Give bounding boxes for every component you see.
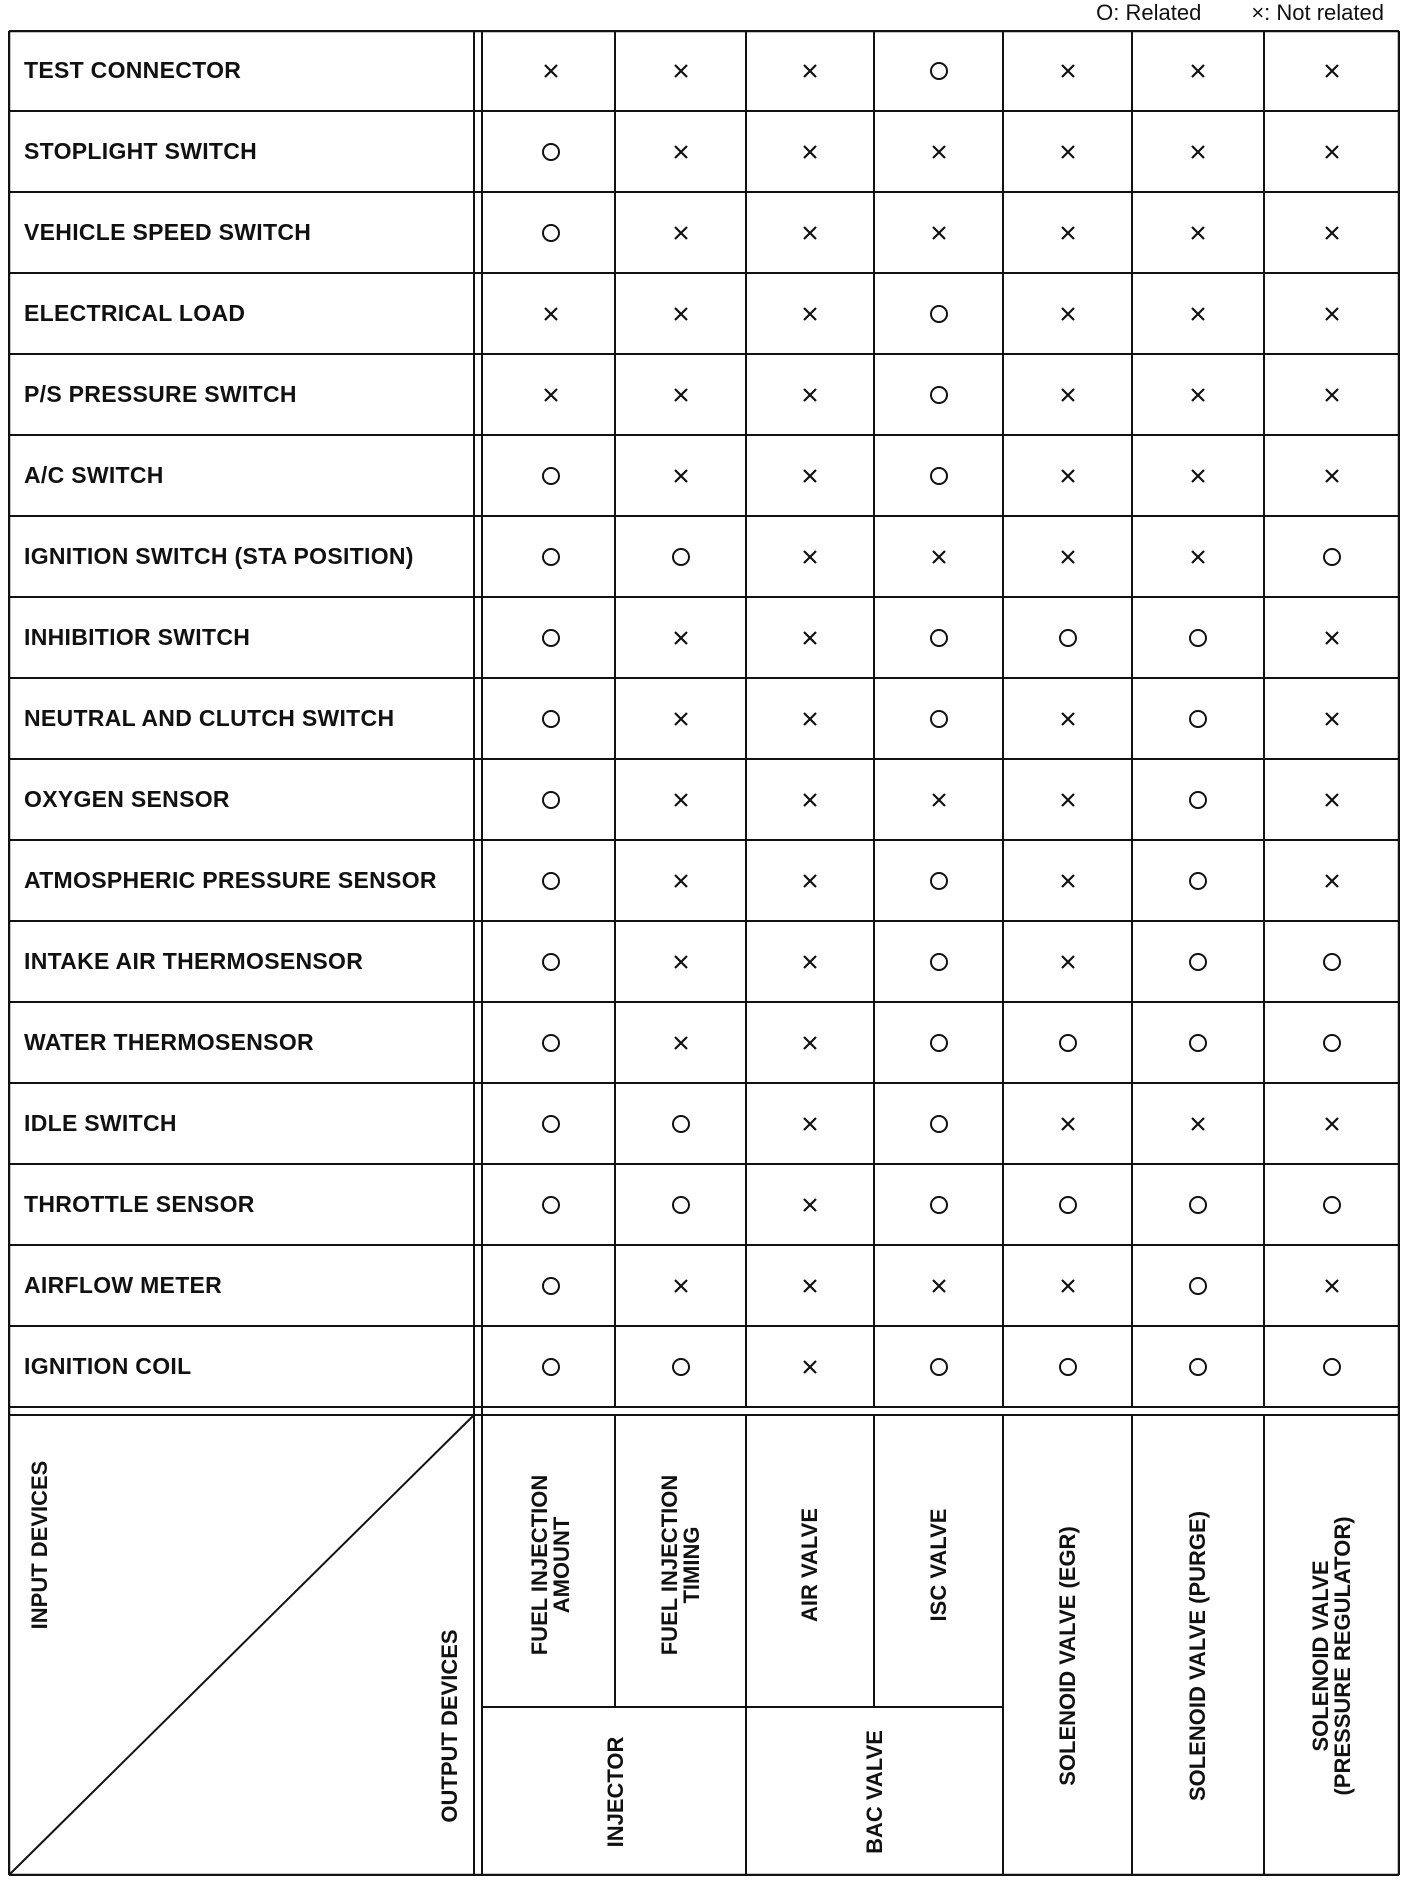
not-related-mark-icon: [1003, 840, 1132, 921]
not-related-mark-icon: [746, 678, 874, 759]
not-related-mark-icon: [486, 273, 615, 354]
not-related-mark-icon: [615, 192, 746, 273]
related-mark-icon: [874, 30, 1003, 111]
not-related-mark-icon: [746, 1245, 874, 1326]
related-mark-icon: [486, 1245, 615, 1326]
not-related-mark-icon: [1003, 30, 1132, 111]
not-related-mark-icon: [1264, 597, 1400, 678]
related-mark-icon: [1132, 1164, 1264, 1245]
related-mark-icon: [486, 1326, 615, 1407]
not-related-mark-icon: [1132, 354, 1264, 435]
related-mark-icon: [874, 840, 1003, 921]
not-related-mark-icon: [1264, 435, 1400, 516]
not-related-mark-icon: [486, 354, 615, 435]
input-device-label: ELECTRICAL LOAD: [24, 300, 246, 326]
input-device-label: STOPLIGHT SWITCH: [24, 138, 258, 164]
input-device-label: NEUTRAL AND CLUTCH SWITCH: [24, 705, 395, 731]
not-related-mark-icon: [746, 273, 874, 354]
not-related-mark-icon: [874, 111, 1003, 192]
input-device-label: THROTTLE SENSOR: [24, 1191, 255, 1217]
not-related-mark-icon: [746, 759, 874, 840]
not-related-mark-icon: [1003, 516, 1132, 597]
related-mark-icon: [874, 597, 1003, 678]
input-device-label: P/S PRESSURE SWITCH: [24, 381, 297, 407]
input-device-label: OXYGEN SENSOR: [24, 786, 230, 812]
not-related-mark-icon: [1132, 111, 1264, 192]
not-related-mark-icon: [1132, 516, 1264, 597]
output-device-column-header: [1310, 1516, 1354, 1795]
output-device-column-header-line: FUEL INJECTION: [656, 1474, 682, 1656]
related-mark-icon: [486, 597, 615, 678]
input-device-label: ATMOSPHERIC PRESSURE SENSOR: [24, 867, 437, 893]
not-related-mark-icon: [615, 1245, 746, 1326]
related-mark-icon: [1003, 1164, 1132, 1245]
not-related-mark-icon: [615, 435, 746, 516]
output-device-column-header: SOLENOID VALVE (PURGE): [1185, 1510, 1210, 1801]
not-related-mark-icon: [1003, 435, 1132, 516]
not-related-mark-icon: [1264, 678, 1400, 759]
related-mark-icon: [486, 1164, 615, 1245]
related-mark-icon: [1264, 1002, 1400, 1083]
not-related-mark-icon: [1264, 1245, 1400, 1326]
not-related-mark-icon: [746, 192, 874, 273]
input-device-label: IDLE SWITCH: [24, 1110, 177, 1136]
input-device-label: IGNITION COIL: [24, 1353, 192, 1379]
not-related-mark-icon: [615, 678, 746, 759]
related-mark-icon: [1264, 1164, 1400, 1245]
not-related-mark-icon: [615, 354, 746, 435]
related-mark-icon: [1132, 597, 1264, 678]
not-related-mark-icon: [746, 30, 874, 111]
not-related-mark-icon: [1132, 30, 1264, 111]
not-related-mark-icon: [615, 921, 746, 1002]
related-mark-icon: [486, 840, 615, 921]
not-related-mark-icon: [746, 435, 874, 516]
not-related-mark-icon: [615, 1002, 746, 1083]
not-related-mark-icon: [1264, 840, 1400, 921]
not-related-mark-icon: [1003, 111, 1132, 192]
not-related-mark-icon: [874, 1245, 1003, 1326]
not-related-mark-icon: [1264, 273, 1400, 354]
related-mark-icon: [1132, 921, 1264, 1002]
related-mark-icon: [874, 273, 1003, 354]
related-mark-icon: [874, 1083, 1003, 1164]
output-device-column-header-line: TIMING: [678, 1526, 704, 1604]
related-mark-icon: [486, 435, 615, 516]
output-device-column-header-line: AMOUNT: [548, 1516, 574, 1614]
not-related-mark-icon: [1264, 192, 1400, 273]
output-device-column-header: AIR VALVE: [797, 1507, 822, 1623]
related-mark-icon: [615, 1326, 746, 1407]
related-mark-icon: [1264, 1326, 1400, 1407]
not-related-mark-icon: [746, 921, 874, 1002]
not-related-mark-icon: [615, 273, 746, 354]
not-related-mark-icon: [1003, 759, 1132, 840]
not-related-mark-icon: [1132, 192, 1264, 273]
not-related-mark-icon: [1003, 678, 1132, 759]
input-devices-label: INPUT DEVICES: [27, 1460, 52, 1630]
related-mark-icon: [874, 678, 1003, 759]
related-mark-icon: [486, 192, 615, 273]
not-related-mark-icon: [746, 1326, 874, 1407]
related-mark-icon: [1132, 840, 1264, 921]
input-device-label: VEHICLE SPEED SWITCH: [24, 219, 312, 245]
related-mark-icon: [1132, 1245, 1264, 1326]
not-related-mark-icon: [1132, 273, 1264, 354]
input-device-label: IGNITION SWITCH (STA POSITION): [24, 543, 414, 569]
not-related-mark-icon: [1264, 759, 1400, 840]
not-related-mark-icon: [746, 1002, 874, 1083]
not-related-mark-icon: [746, 354, 874, 435]
not-related-mark-icon: [486, 30, 615, 111]
related-mark-icon: [1264, 516, 1400, 597]
related-mark-icon: [1003, 597, 1132, 678]
output-device-column-header-line: FUEL INJECTION: [526, 1474, 552, 1656]
not-related-mark-icon: [1264, 111, 1400, 192]
not-related-mark-icon: [615, 759, 746, 840]
output-device-column-header: [526, 1474, 574, 1656]
input-output-matrix: [8, 30, 1400, 1876]
related-mark-icon: [874, 921, 1003, 1002]
legend-not-related: ×: Not related: [1251, 0, 1384, 25]
output-device-group-label: BAC VALVE: [861, 1729, 887, 1854]
related-mark-icon: [874, 435, 1003, 516]
output-devices-label: OUTPUT DEVICES: [437, 1629, 462, 1823]
not-related-mark-icon: [1003, 921, 1132, 1002]
output-device-column-header: SOLENOID VALVE (EGR): [1054, 1525, 1080, 1786]
output-device-column-header-line: SOLENOID VALVE: [1308, 1559, 1333, 1752]
not-related-mark-icon: [746, 111, 874, 192]
legend: [1096, 0, 1384, 26]
input-device-label: AIRFLOW METER: [24, 1272, 223, 1298]
not-related-mark-icon: [1003, 354, 1132, 435]
not-related-mark-icon: [746, 840, 874, 921]
related-mark-icon: [1003, 1002, 1132, 1083]
legend-related: O: Related: [1096, 0, 1202, 25]
related-mark-icon: [615, 1164, 746, 1245]
input-device-label: A/C SWITCH: [24, 462, 164, 488]
not-related-mark-icon: [1003, 192, 1132, 273]
not-related-mark-icon: [746, 516, 874, 597]
related-mark-icon: [486, 678, 615, 759]
output-device-column-header: [656, 1474, 704, 1656]
not-related-mark-icon: [615, 597, 746, 678]
related-mark-icon: [874, 1326, 1003, 1407]
related-mark-icon: [486, 1002, 615, 1083]
not-related-mark-icon: [1264, 354, 1400, 435]
input-device-label: INTAKE AIR THERMOSENSOR: [24, 948, 364, 974]
related-mark-icon: [486, 759, 615, 840]
related-mark-icon: [1132, 1326, 1264, 1407]
related-mark-icon: [874, 1164, 1003, 1245]
input-device-label: WATER THERMOSENSOR: [24, 1029, 314, 1055]
output-device-column-header: ISC VALVE: [925, 1508, 951, 1622]
related-mark-icon: [615, 1083, 746, 1164]
not-related-mark-icon: [615, 111, 746, 192]
related-mark-icon: [1132, 678, 1264, 759]
related-mark-icon: [486, 921, 615, 1002]
not-related-mark-icon: [1003, 1245, 1132, 1326]
related-mark-icon: [1003, 1326, 1132, 1407]
not-related-mark-icon: [1003, 273, 1132, 354]
not-related-mark-icon: [746, 1164, 874, 1245]
output-device-column-header-line: (PRESSURE REGULATOR): [1330, 1515, 1355, 1796]
related-mark-icon: [486, 111, 615, 192]
input-device-label: TEST CONNECTOR: [24, 57, 242, 83]
related-mark-icon: [1132, 759, 1264, 840]
not-related-mark-icon: [1264, 30, 1400, 111]
not-related-mark-icon: [615, 30, 746, 111]
not-related-mark-icon: [615, 840, 746, 921]
not-related-mark-icon: [746, 1083, 874, 1164]
not-related-mark-icon: [874, 516, 1003, 597]
not-related-mark-icon: [874, 759, 1003, 840]
input-device-label: INHIBITIOR SWITCH: [24, 624, 251, 650]
not-related-mark-icon: [1132, 1083, 1264, 1164]
related-mark-icon: [874, 1002, 1003, 1083]
not-related-mark-icon: [874, 192, 1003, 273]
output-device-group-label: INJECTOR: [603, 1736, 628, 1847]
related-mark-icon: [486, 1083, 615, 1164]
not-related-mark-icon: [1003, 1083, 1132, 1164]
related-mark-icon: [1264, 921, 1400, 1002]
not-related-mark-icon: [746, 597, 874, 678]
related-mark-icon: [615, 516, 746, 597]
not-related-mark-icon: [1264, 1083, 1400, 1164]
related-mark-icon: [1132, 1002, 1264, 1083]
related-mark-icon: [874, 354, 1003, 435]
not-related-mark-icon: [1132, 435, 1264, 516]
related-mark-icon: [486, 516, 615, 597]
